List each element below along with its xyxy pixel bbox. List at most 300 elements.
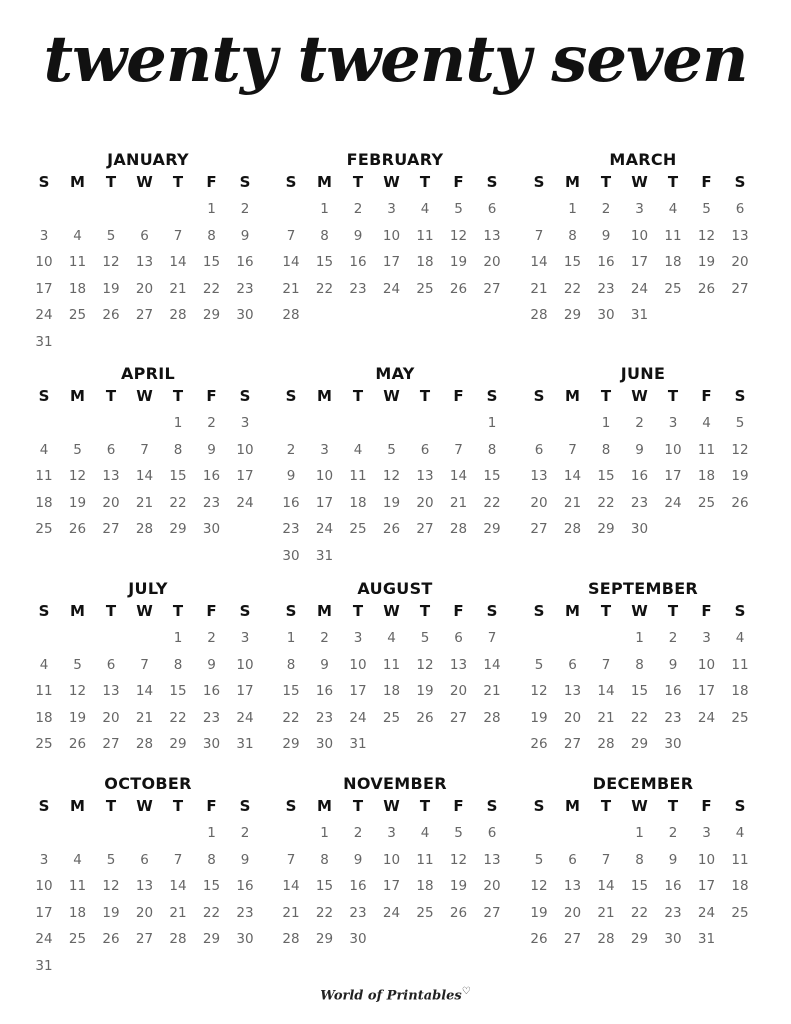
day-cell: 24 [349, 709, 367, 726]
day-cell: 5 [73, 656, 82, 673]
day-cell: 24 [35, 931, 53, 947]
day-cell: 10 [382, 227, 401, 244]
day-cell: 16 [202, 468, 221, 484]
day-cell: 16 [349, 878, 367, 894]
weekday-header: S [734, 387, 746, 405]
day-cell: 5 [735, 415, 745, 431]
day-cell: 20 [416, 494, 434, 511]
day-cell: 1 [207, 201, 216, 217]
weekday-header: S [486, 387, 498, 405]
weekday-header: S [533, 602, 545, 620]
day-cell: 20 [731, 254, 749, 270]
day-cell: 7 [173, 851, 183, 868]
brand-logo [0, 986, 791, 1003]
day-cell: 27 [135, 931, 154, 947]
day-cell: 16 [597, 254, 615, 270]
day-cell: 14 [483, 656, 501, 673]
day-cell: 4 [73, 851, 82, 868]
day-cell: 18 [731, 878, 749, 894]
day-cell: 27 [102, 736, 120, 752]
day-cell: 11 [35, 468, 53, 484]
day-cell: 23 [630, 494, 649, 511]
day-cell: 8 [568, 227, 577, 244]
weekday-header: S [38, 602, 50, 620]
day-cell: 2 [353, 825, 363, 841]
day-cell: 1 [320, 201, 329, 217]
day-cell: 11 [664, 227, 682, 244]
day-cell: 17 [697, 683, 716, 699]
weekday-header: F [701, 173, 712, 191]
day-cell: 12 [530, 878, 548, 894]
weekday-header: F [453, 797, 464, 815]
day-cell: 24 [664, 494, 682, 511]
day-cell: 18 [416, 254, 434, 270]
day-cell: 16 [664, 878, 682, 894]
day-cell: 20 [102, 494, 120, 511]
day-cell: 29 [597, 521, 615, 537]
weekday-header: M [70, 797, 85, 815]
day-cell: 9 [353, 851, 363, 868]
day-cell: 19 [102, 280, 120, 297]
day-cell: 6 [534, 441, 544, 458]
page-title: twenty twenty seven [43, 22, 748, 97]
day-cell: 25 [731, 904, 749, 921]
day-cell: 7 [487, 630, 497, 646]
day-cell: 22 [202, 280, 221, 297]
day-cell: 14 [282, 254, 300, 270]
day-cell: 2 [207, 415, 216, 431]
day-cell: 16 [349, 254, 367, 270]
day-cell: 29 [202, 307, 221, 323]
day-cell: 16 [664, 683, 682, 699]
day-cell: 27 [483, 280, 501, 297]
day-cell: 27 [563, 931, 582, 947]
day-cell: 14 [169, 254, 187, 270]
day-cell: 15 [282, 683, 300, 699]
day-cell: 24 [382, 280, 401, 297]
brand-name: World of Printables [320, 988, 462, 1004]
weekday-header: M [317, 387, 332, 405]
day-cell: 26 [530, 931, 548, 947]
day-cell: 8 [207, 227, 216, 244]
day-cell: 31 [630, 307, 649, 323]
weekday-header: S [239, 602, 251, 620]
day-cell: 13 [563, 683, 582, 699]
weekday-header: T [600, 173, 612, 191]
day-cell: 12 [68, 683, 87, 699]
day-cell: 14 [597, 683, 615, 699]
day-cell: 9 [207, 441, 216, 458]
day-cell: 6 [487, 201, 497, 217]
day-cell: 21 [135, 494, 154, 511]
day-cell: 23 [282, 521, 300, 537]
day-cell: 11 [35, 683, 53, 699]
day-cell: 13 [483, 851, 501, 868]
day-cell: 28 [135, 521, 154, 537]
weekday-header: F [453, 173, 464, 191]
day-cell: 30 [202, 736, 221, 752]
weekday-header: M [317, 602, 332, 620]
day-cell: 16 [236, 878, 254, 894]
day-cell: 26 [68, 736, 87, 752]
day-cell: 16 [202, 683, 221, 699]
day-cell: 5 [454, 825, 463, 841]
month-name: AUGUST [357, 579, 433, 598]
day-cell: 10 [630, 227, 649, 244]
day-cell: 10 [382, 851, 401, 868]
day-cell: 26 [68, 521, 87, 537]
weekday-header: W [383, 387, 400, 405]
day-cell: 21 [483, 683, 501, 699]
day-cell: 19 [68, 709, 87, 726]
day-cell: 8 [635, 656, 644, 673]
day-cell: 13 [135, 254, 154, 270]
day-cell: 8 [173, 656, 183, 673]
day-cell: 3 [387, 201, 396, 217]
day-cell: 27 [530, 521, 548, 537]
weekday-header: S [285, 173, 297, 191]
day-cell: 11 [731, 656, 749, 673]
day-cell: 11 [68, 878, 87, 894]
day-cell: 1 [601, 415, 611, 431]
weekday-header: T [352, 387, 364, 405]
weekday-header: T [419, 797, 431, 815]
day-cell: 11 [416, 851, 434, 868]
weekday-header: T [352, 602, 364, 620]
day-cell: 30 [315, 736, 334, 752]
day-cell: 29 [315, 931, 334, 947]
day-cell: 22 [169, 709, 187, 726]
day-cell: 6 [454, 630, 463, 646]
day-cell: 15 [315, 878, 334, 894]
day-cell: 18 [35, 709, 53, 726]
weekday-header: T [667, 387, 679, 405]
day-cell: 17 [236, 683, 254, 699]
day-cell: 3 [387, 825, 396, 841]
day-cell: 12 [697, 227, 716, 244]
day-cell: 29 [630, 931, 649, 947]
day-cell: 6 [140, 851, 149, 868]
day-cell: 18 [697, 468, 716, 484]
weekday-header: S [285, 387, 297, 405]
day-cell: 13 [416, 468, 434, 484]
day-cell: 2 [207, 630, 216, 646]
weekday-header: S [239, 173, 251, 191]
day-cell: 19 [416, 683, 434, 699]
day-cell: 3 [702, 630, 711, 646]
day-cell: 11 [68, 254, 87, 270]
day-cell: 28 [282, 931, 300, 947]
day-cell: 14 [597, 878, 615, 894]
day-cell: 25 [731, 709, 749, 726]
day-cell: 22 [563, 280, 582, 297]
day-cell: 19 [731, 468, 749, 484]
weekday-header: W [383, 173, 400, 191]
day-cell: 20 [530, 494, 548, 511]
day-cell: 26 [731, 494, 749, 511]
day-cell: 30 [202, 521, 221, 537]
day-cell: 29 [630, 736, 649, 752]
day-cell: 24 [35, 307, 53, 323]
day-cell: 1 [568, 201, 577, 217]
day-cell: 29 [483, 521, 501, 537]
weekday-header: S [486, 173, 498, 191]
day-cell: 21 [169, 904, 187, 921]
day-cell: 4 [702, 415, 711, 431]
day-cell: 23 [664, 709, 682, 726]
day-cell: 5 [534, 851, 544, 868]
day-cell: 26 [530, 736, 548, 752]
day-cell: 17 [349, 683, 367, 699]
day-cell: 18 [349, 494, 367, 511]
day-cell: 17 [697, 878, 716, 894]
day-cell: 14 [530, 254, 548, 270]
day-cell: 19 [530, 904, 548, 921]
day-cell: 26 [382, 521, 401, 537]
day-cell: 18 [382, 683, 401, 699]
day-cell: 24 [236, 494, 254, 511]
weekday-header: F [701, 387, 712, 405]
day-cell: 30 [236, 307, 254, 323]
weekday-header: S [38, 797, 50, 815]
day-cell: 12 [68, 468, 87, 484]
day-cell: 18 [416, 878, 434, 894]
weekday-header: T [105, 797, 117, 815]
weekday-header: W [136, 602, 153, 620]
day-cell: 24 [630, 280, 649, 297]
day-cell: 2 [240, 201, 250, 217]
day-cell: 10 [35, 254, 53, 270]
day-cell: 21 [597, 709, 615, 726]
day-cell: 26 [102, 931, 120, 947]
day-cell: 19 [530, 709, 548, 726]
day-cell: 14 [135, 468, 154, 484]
day-cell: 1 [173, 415, 183, 431]
day-cell: 22 [597, 494, 615, 511]
day-cell: 12 [449, 227, 468, 244]
day-cell: 24 [697, 904, 716, 921]
day-cell: 13 [483, 227, 501, 244]
day-cell: 12 [102, 254, 120, 270]
day-cell: 21 [169, 280, 187, 297]
day-cell: 2 [286, 441, 296, 458]
day-cell: 9 [668, 656, 678, 673]
day-cell: 8 [635, 851, 644, 868]
day-cell: 16 [630, 468, 649, 484]
weekday-header: W [631, 173, 648, 191]
day-cell: 9 [668, 851, 678, 868]
weekday-header: W [631, 387, 648, 405]
day-cell: 6 [420, 441, 430, 458]
day-cell: 25 [697, 494, 716, 511]
weekday-header: T [667, 173, 679, 191]
day-cell: 5 [73, 441, 82, 458]
day-cell: 13 [135, 878, 154, 894]
day-cell: 12 [416, 656, 434, 673]
day-cell: 6 [487, 825, 497, 841]
weekday-header: T [600, 797, 612, 815]
weekday-header: M [70, 602, 85, 620]
day-cell: 22 [483, 494, 501, 511]
day-cell: 13 [563, 878, 582, 894]
day-cell: 22 [169, 494, 187, 511]
day-cell: 29 [563, 307, 582, 323]
weekday-header: T [105, 173, 117, 191]
weekday-header: M [565, 387, 580, 405]
day-cell: 23 [236, 280, 254, 297]
day-cell: 18 [68, 904, 87, 921]
day-cell: 20 [449, 683, 468, 699]
day-cell: 30 [664, 736, 682, 752]
weekday-header: S [38, 387, 50, 405]
day-cell: 2 [240, 825, 250, 841]
day-cell: 4 [668, 201, 678, 217]
weekday-header: F [206, 173, 217, 191]
month-name: JULY [128, 579, 168, 598]
day-cell: 4 [735, 630, 745, 646]
weekday-header: F [701, 797, 712, 815]
day-cell: 5 [454, 201, 463, 217]
day-cell: 1 [320, 825, 329, 841]
day-cell: 7 [454, 441, 463, 458]
day-cell: 29 [282, 736, 300, 752]
day-cell: 9 [635, 441, 644, 458]
day-cell: 14 [563, 468, 582, 484]
day-cell: 25 [68, 307, 87, 323]
weekday-header: M [70, 387, 85, 405]
day-cell: 30 [664, 931, 682, 947]
day-cell: 10 [664, 441, 682, 458]
day-cell: 5 [106, 851, 116, 868]
day-cell: 25 [35, 736, 53, 752]
weekday-header: T [600, 387, 612, 405]
weekday-header: F [453, 387, 464, 405]
day-cell: 22 [315, 904, 334, 921]
weekday-header: F [206, 387, 217, 405]
day-cell: 4 [420, 825, 430, 841]
month-name: SEPTEMBER [587, 579, 699, 598]
weekday-header: S [533, 797, 545, 815]
day-cell: 12 [382, 468, 401, 484]
day-cell: 17 [630, 254, 649, 270]
day-cell: 4 [39, 441, 49, 458]
day-cell: 23 [202, 494, 221, 511]
weekday-header: T [172, 602, 184, 620]
day-cell: 29 [202, 931, 221, 947]
day-cell: 13 [102, 683, 120, 699]
day-cell: 16 [236, 254, 254, 270]
day-cell: 17 [315, 494, 334, 511]
day-cell: 10 [236, 441, 254, 458]
day-cell: 23 [236, 904, 254, 921]
day-cell: 11 [697, 441, 716, 458]
weekday-header: T [172, 173, 184, 191]
day-cell: 6 [568, 656, 577, 673]
day-cell: 31 [697, 931, 716, 947]
day-cell: 4 [420, 201, 430, 217]
day-cell: 4 [353, 441, 363, 458]
day-cell: 14 [169, 878, 187, 894]
month-name: MAY [375, 364, 415, 383]
day-cell: 20 [483, 254, 501, 270]
day-cell: 8 [320, 227, 329, 244]
day-cell: 27 [135, 307, 154, 323]
day-cell: 10 [315, 468, 334, 484]
day-cell: 20 [563, 709, 582, 726]
weekday-header: M [565, 602, 580, 620]
weekday-header: S [734, 602, 746, 620]
weekday-header: T [419, 387, 431, 405]
day-cell: 14 [135, 683, 154, 699]
day-cell: 9 [353, 227, 363, 244]
day-cell: 3 [240, 415, 250, 431]
month-name: DECEMBER [592, 774, 694, 793]
day-cell: 31 [349, 736, 367, 752]
day-cell: 14 [449, 468, 468, 484]
day-cell: 7 [173, 227, 183, 244]
day-cell: 28 [597, 931, 615, 947]
day-cell: 27 [483, 904, 501, 921]
day-cell: 7 [601, 656, 611, 673]
day-cell: 5 [106, 227, 116, 244]
day-cell: 28 [169, 307, 187, 323]
day-cell: 18 [731, 683, 749, 699]
day-cell: 30 [282, 547, 300, 564]
day-cell: 17 [35, 280, 53, 297]
weekday-header: W [136, 173, 153, 191]
day-cell: 24 [236, 709, 254, 726]
day-cell: 11 [416, 227, 434, 244]
weekday-header: S [239, 387, 251, 405]
day-cell: 23 [349, 280, 367, 297]
weekday-header: S [486, 797, 498, 815]
day-cell: 21 [282, 904, 300, 921]
day-cell: 10 [697, 851, 716, 868]
day-cell: 28 [597, 736, 615, 752]
day-cell: 27 [563, 736, 582, 752]
day-cell: 12 [731, 441, 749, 458]
day-cell: 28 [530, 307, 548, 323]
day-cell: 28 [169, 931, 187, 947]
day-cell: 1 [487, 415, 497, 431]
day-cell: 28 [563, 521, 582, 537]
day-cell: 29 [169, 736, 187, 752]
day-cell: 4 [39, 656, 49, 673]
day-cell: 7 [286, 851, 296, 868]
day-cell: 31 [35, 957, 53, 974]
weekday-header: T [667, 602, 679, 620]
weekday-header: T [172, 797, 184, 815]
day-cell: 23 [315, 709, 334, 726]
month-name: NOVEMBER [343, 774, 447, 793]
day-cell: 28 [135, 736, 154, 752]
day-cell: 30 [630, 521, 649, 537]
day-cell: 17 [35, 904, 53, 921]
day-cell: 25 [382, 709, 401, 726]
weekday-header: S [734, 797, 746, 815]
day-cell: 2 [668, 630, 678, 646]
weekday-header: T [667, 797, 679, 815]
heart-icon: ♡ [461, 986, 471, 997]
day-cell: 26 [697, 280, 716, 297]
day-cell: 8 [320, 851, 329, 868]
day-cell: 26 [449, 904, 468, 921]
day-cell: 14 [282, 878, 300, 894]
day-cell: 2 [320, 630, 329, 646]
day-cell: 22 [202, 904, 221, 921]
day-cell: 17 [664, 468, 682, 484]
day-cell: 22 [630, 904, 649, 921]
